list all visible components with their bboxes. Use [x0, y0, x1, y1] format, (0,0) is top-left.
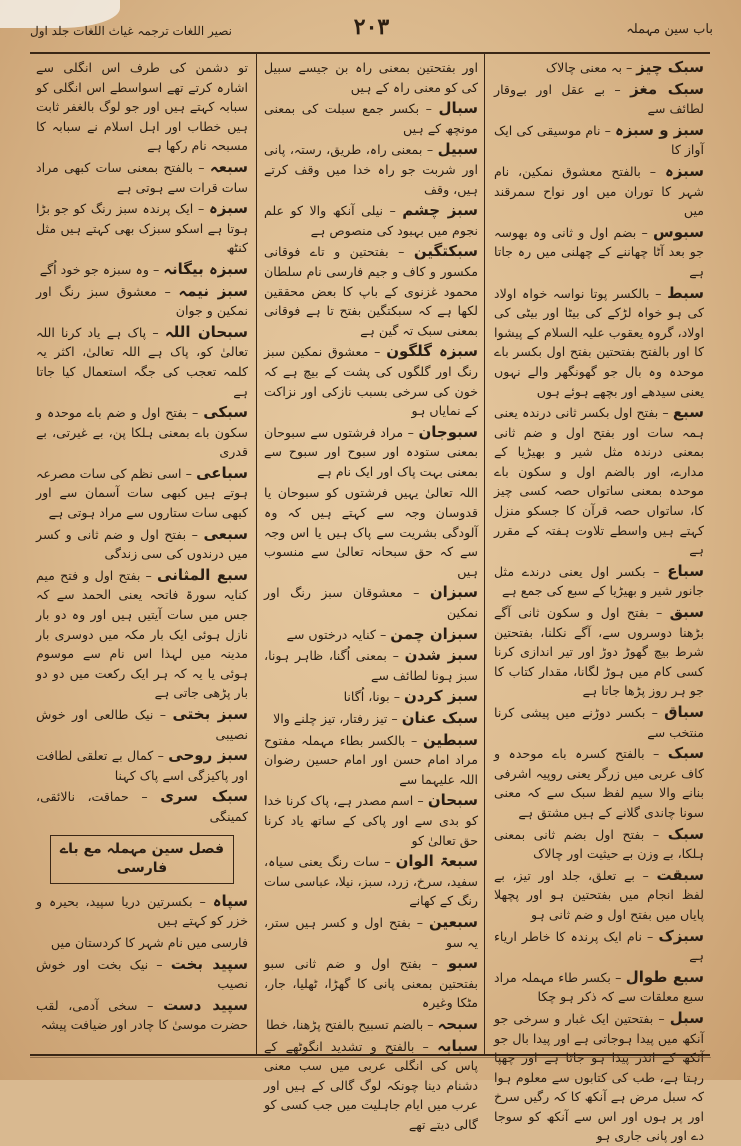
dictionary-entry	[494, 80, 704, 119]
entry-headword: سبو	[447, 954, 478, 973]
running-header	[30, 14, 713, 50]
entry-headword: سبوجان	[418, 422, 478, 441]
dictionary-entry	[494, 284, 704, 402]
dictionary-entry	[36, 158, 248, 197]
entry-separator: –	[636, 224, 653, 240]
entry-definition: سخی آدمی، لقب حضرت موسیٰ کا چادر اور ضیافت پیشہ	[36, 997, 248, 1033]
dictionary-entry	[264, 483, 478, 581]
entry-headword: سبق	[669, 603, 704, 622]
entry-definition: بونا، اُگانا	[343, 689, 390, 705]
entry-headword: سبیل	[437, 140, 478, 159]
entry-separator: –	[405, 732, 423, 748]
entry-headword: سبز و سبزہ	[614, 120, 704, 139]
entry-headword: سبال	[438, 99, 478, 118]
column-divider	[256, 54, 257, 1054]
entry-headword: سبحان	[427, 791, 478, 810]
entry-definition: بالفتح و تشدید انگوٹھے کے پاس کی انگلی عربی میں سب معنی دشنام دینا چونکہ لوگ گالی کے ہیں اور عرب میں ایام جاہلیت میں جب کسی کو گالی دیتے تھے	[264, 1038, 478, 1132]
entry-headword: سبز شدن	[404, 646, 478, 665]
entry-headword: سبوس	[653, 222, 704, 241]
entry-headword: سبزک	[658, 926, 704, 945]
entry-definition: اسی نظم کی سات مصرعہ ہوتے ہیں کبھی سات آسمان سے اور کبھی سات ستاروں سے مراد ہوتی ہے	[36, 465, 248, 521]
entry-definition: مراد فرشتوں سے سبوحان بمعنی ستودہ اور سبوح اور سبوح سے بمعنی بہت پاک اور ایک نام ہے	[264, 424, 478, 479]
entry-definition: نیک طالعی اور خوش نصیبی	[36, 707, 248, 742]
entry-definition: بفتحتین ایک غبار و سرخی جو آنکھ میں پیدا ہوجاتی ہے اور پیدا بال جو آنکھ کے اندر پیدا ہو جاتا ہے اور چھپا رہتا ہے، طب کی کتابوں سے معلوم ہوا کہ سبل مرض ہے آنکھ کا کہ رگیں سرخ اور پر ہوں اور اس سے آنکھ کو سوجا دے اور پانی جاری ہو	[494, 1010, 704, 1144]
dictionary-entry	[264, 954, 478, 1013]
dictionary-entry	[36, 260, 248, 280]
entry-definition: ایک پرندہ سبز رنگ کو جو بڑا ہوتا ہے اسکو سبزک بھی کہتے ہیں مثل کنٹھ	[36, 201, 248, 256]
entry-separator: –	[156, 283, 179, 299]
entry-definition: بفتحتین و تاے فوقانی مکسور و کاف و جیم فارسی نام سلطان محمود غزنوی کے باپ کا بعض محققین لکھا ہے کہ سبکتگین بفتح تا ہے فوقانی بمعنی سبک تہ گین ہے	[264, 244, 478, 338]
entry-definition: بالکسر بطاء مہملہ مفتوح مراد امام حسن اور امام حسین رضوان اللہ علیہما سے	[264, 732, 478, 787]
entry-separator: –	[600, 122, 615, 138]
dictionary-entry	[494, 58, 704, 78]
entry-definition: حماقت، نالائقی، کمینگی	[36, 789, 248, 824]
header-book-title: نصیر اللغات ترجمہ غیاث اللغات جلد اول	[30, 24, 233, 38]
entry-definition: بکسر جمع سبلت کی بمعنی مونچھ کے ہیں	[264, 101, 478, 136]
entry-headword: سبز چشم	[402, 201, 479, 220]
entry-definition: بفتح اول و ضم ثانی سبو بفتحتین بمعنی پانی کا گھڑا، ٹھلیا، جار، مٹکا وغیرہ	[264, 956, 478, 1011]
entry-separator: –	[621, 60, 637, 75]
entry-separator: –	[187, 405, 204, 421]
entry-separator: –	[192, 893, 213, 909]
entry-definition: بے تعلق، جلد اور تیز، بے لفظ انجام میں بفتحتین ہو اور پچھلا پایاں میں بفتح اول و ضم ثانی ہو	[494, 867, 704, 922]
entry-headword: سبک	[667, 824, 705, 843]
dictionary-entry	[36, 933, 248, 953]
entry-headword: سبک چیز	[636, 58, 704, 76]
entry-separator: –	[368, 344, 387, 360]
column-divider	[484, 54, 485, 1054]
entry-headword: سباق	[664, 703, 704, 721]
entry-headword: سبط	[667, 283, 704, 302]
dictionary-entry	[36, 746, 248, 785]
entry-definition: بمعنی راہ، طریق، رستہ، پانی اور شربت جو راہ خدا میں وقف کرتے ہیں، وقف	[264, 142, 478, 197]
dictionary-entry	[494, 927, 704, 966]
entry-headword: سبک مغز	[630, 79, 704, 98]
entry-separator: –	[413, 793, 428, 809]
entry-headword: سبک سری	[160, 787, 248, 806]
dictionary-entry	[494, 703, 704, 742]
entry-definition: بکسرتین دریا سپید، بحیرہ و خزر کو کہتے ہیں	[36, 893, 248, 929]
dictionary-entry	[36, 787, 248, 826]
entry-separator: –	[146, 324, 165, 340]
entry-headword: سبع المثانی	[157, 565, 248, 584]
dictionary-entry	[264, 646, 478, 685]
entry-separator: –	[410, 914, 430, 930]
dictionary-entry	[264, 913, 478, 952]
entry-definition: بفتح اول بضم ثانی بمعنی ہلکا، بے وزن بے حیثیت اور چالاک	[494, 826, 704, 862]
entry-definition: نیک بخت اور خوش نصیب	[36, 956, 248, 992]
dictionary-entry	[264, 242, 478, 340]
dictionary-entry	[36, 566, 248, 703]
dictionary-entry	[494, 162, 704, 221]
dictionary-entry	[494, 744, 704, 822]
entry-separator: –	[379, 854, 396, 870]
column-right	[488, 54, 710, 1144]
entry-separator: –	[645, 705, 665, 720]
entry-definition: معشوق نمکین سبز رنگ اور گلگوں کی پشت کے بیچ ہے کہ خون کی سرخی بسبب نازکی اور نزاکت کے نمایاں ہو	[264, 344, 478, 419]
dictionary-entry	[264, 140, 478, 199]
entry-definition: کمال بے تعلقی لطافت اور پاکیزگی اسے پاک کہنا	[36, 748, 248, 783]
entry-separator: –	[423, 1016, 438, 1032]
entry-definition: بفتح اول و کسر ہیں ستر، یہ سو	[264, 914, 478, 950]
dictionary-entry	[36, 282, 248, 321]
entry-separator: –	[422, 142, 438, 158]
dictionary-entry	[264, 583, 478, 622]
entry-separator: –	[389, 689, 405, 705]
entry-headword: سبکتگین	[413, 242, 478, 261]
entry-separator: –	[419, 101, 439, 117]
header-chapter-title: باب سین مہملہ	[626, 22, 713, 37]
entry-separator: –	[140, 567, 158, 583]
dictionary-entry	[36, 403, 248, 462]
dictionary-entry	[264, 625, 478, 645]
dictionary-entry	[264, 342, 478, 420]
entry-definition: بمعنی اُگنا، ظاہر ہونا، سبز ہونا لطائف سے	[264, 648, 478, 683]
entry-headword: سبزہ	[208, 199, 248, 218]
dictionary-entry	[36, 58, 248, 156]
entry-headword: سبحہ	[437, 1014, 478, 1033]
entry-definition: نام موسیقی کی ایک آواز کا	[494, 122, 704, 158]
entry-headword: سبقت	[656, 865, 704, 884]
entry-headword: سبزہ	[665, 161, 704, 180]
dictionary-entry	[494, 968, 704, 1007]
entry-definition: فارسی میں نام شہر کا کردستان میں	[50, 934, 248, 950]
entry-separator: –	[128, 789, 161, 805]
entry-separator: –	[383, 203, 403, 219]
entry-definition: پاک ہے یاد کرنا اللہ تعالیٰ کو، پاک ہے اللہ تعالیٰ، اکثر یہ کلمہ تعجب کی جگہ استعمال کیا جاتا ہے	[36, 324, 248, 399]
entry-headword: سپاہ	[212, 891, 248, 910]
entry-headword: سباعی	[196, 463, 248, 482]
entry-headword: سبز نیمہ	[178, 281, 248, 300]
entry-separator: –	[641, 928, 659, 944]
entry-definition: بضم اول و ثانی وہ بھوسہ جو بعد آٹا چھاننے کے چھلنی میں رہ جاتا ہے	[494, 224, 704, 279]
entry-definition: اللہ تعالیٰ یہیں فرشتوں کو سبوحان یا قدوسان وجہ سے کہتے ہیں کہ وہ آلودگی بشریت سے پاک ہیں یا اس وجہ سے کہ حق سبحانہ تعالیٰ سے منسوب ہیں	[264, 485, 478, 579]
column-left-entries	[36, 58, 248, 827]
dictionary-entry	[36, 464, 248, 523]
dictionary-entry	[494, 603, 704, 701]
entry-headword: سبحان اللہ	[164, 322, 249, 341]
entry-separator: –	[414, 1038, 438, 1054]
dictionary-entry	[36, 892, 248, 931]
dictionary-entry	[36, 525, 248, 564]
entry-definition: سات رنگ یعنی سیاہ، سفید، سرخ، زرد، سبز، نیلا، عباسی سات رنگ کے کھانے	[264, 854, 478, 909]
dictionary-entry	[494, 562, 704, 601]
dictionary-entry	[36, 323, 248, 401]
entry-headword: سبک	[667, 744, 704, 763]
entry-definition: بکسر اول یعنی درندے مثل جانور شیر و بھیڑیا کے سبع کی جمع ہے	[494, 563, 704, 599]
dictionary-entry	[494, 121, 704, 160]
entry-headword: سبزہ بیگانہ	[163, 259, 248, 278]
entry-headword: سبز بختی	[172, 705, 249, 723]
entry-separator: –	[403, 424, 419, 440]
entry-headword: سبل	[669, 1008, 704, 1027]
entry-headword: سبابہ	[437, 1036, 478, 1055]
text-frame	[30, 52, 710, 1144]
entry-headword: سبع	[672, 403, 704, 422]
dictionary-entry	[494, 866, 704, 925]
dictionary-entry	[494, 825, 704, 864]
dictionary-entry	[494, 403, 704, 560]
entry-definition: بفتح اول بکسر ثانی درندہ یعنی ہمہ سات اور بفتح اول و ضم ثانی بمعنی درندہ مثل شیر و بھیڑیا کے مدارے، اور بالضم اول و سکون باے موحدہ بمعنی ساتواں حصہ کسی چیز کا، ساتواں حصہ قرآن کا جسکو منزل کہتے ہیں واسطے تلاوت ہفتہ کے مقرر ہے	[494, 405, 704, 558]
dictionary-entry	[264, 731, 478, 790]
entry-separator: –	[610, 969, 626, 985]
entry-separator: –	[192, 159, 210, 175]
entry-definition: اور بفتحتین بمعنی راہ بن جیسے سبیل کی کو معنی راہ کے ہیں	[264, 60, 478, 95]
page-number: ۲۰۳	[353, 14, 390, 40]
entry-headword: سبعۃ الوان	[395, 852, 478, 871]
dictionary-entry	[494, 1009, 704, 1146]
entry-separator: –	[634, 867, 657, 883]
entry-definition: بفتح اول و ضم ثانی و کسر میں درندوں کی سی زندگی	[36, 526, 248, 562]
entry-definition: اسم مصدر ہے، پاک کرنا خدا کو بدی سے اور پاکی کے ساتھ یاد کرنا حق تعالیٰ کو	[264, 793, 478, 848]
entry-definition: معشوقان سبز رنگ اور نمکین	[264, 585, 478, 621]
entry-separator: –	[648, 605, 670, 621]
entry-separator: –	[640, 163, 665, 179]
entry-separator: –	[148, 956, 171, 972]
entry-separator: –	[645, 563, 668, 579]
entry-definition: تیز رفتار، تیز چلنے والا	[273, 711, 388, 726]
entry-definition: بہ معنی چالاک	[545, 60, 622, 75]
entry-separator: –	[644, 826, 668, 842]
dictionary-entry	[264, 852, 478, 911]
dictionary-entry	[264, 709, 478, 729]
entry-definition: بالضم تسبیح بالفتح پڑھنا، خطا	[266, 1016, 424, 1032]
entry-separator: –	[653, 1010, 670, 1026]
entry-headword: سپید دست	[163, 995, 248, 1014]
dictionary-entry	[264, 58, 478, 97]
entry-separator: –	[402, 585, 430, 601]
dictionary-entry	[264, 1037, 478, 1135]
entry-definition: بالکسر پوتا نواسہ خواہ اولاد کی ہو خواہ لڑکے کی بیٹا اور بیٹی کی اولاد، گروہ یعقوب علیہ السلام کے پیشوا کا اور بالفتح بفتحتین بفتح اول بکسر باے موحدہ وہ بال جو گھونگھر والے نہوں یعنی سیدھے اور بچھے ہوئے ہوں	[494, 285, 704, 399]
entry-definition: بکسر دوڑنے میں پیشی کرنا منتخب سے	[494, 705, 704, 740]
entry-definition: بالفتح کسرہ باے موحدہ و کاف عربی میں زرگر یعنی روپیہ اشرفی بنانے والا سیم لفظ سبک سے کہ معنی سونا چاندی گلانے کے ہیں مشتق ہے	[494, 746, 704, 820]
entry-separator: –	[388, 244, 414, 260]
dictionary-entry	[264, 99, 478, 138]
entry-definition: نام ایک پرندہ کا خاطر اریاء ہے	[494, 928, 704, 964]
entry-separator: –	[181, 465, 197, 481]
section-heading: فصل سین مہملہ مع باے فارسی	[50, 835, 234, 884]
entry-headword: سپید بخت	[170, 954, 248, 973]
column-middle	[258, 54, 484, 1132]
entry-separator: –	[605, 81, 631, 97]
entry-separator: –	[421, 956, 448, 972]
dictionary-entry	[264, 201, 478, 240]
entry-separator: –	[193, 201, 209, 217]
entry-definition: نیلی آنکھ والا کو علم نجوم میں بہبود کی منصوص ہے	[264, 203, 478, 238]
bottom-rule	[30, 1057, 711, 1058]
column-left-section-entries	[36, 892, 248, 1035]
dictionary-entry	[36, 705, 248, 744]
entry-definition: بے عقل اور بےوقار لطائف سے	[494, 81, 704, 117]
dictionary-entry	[36, 199, 248, 258]
dictionary-entry	[264, 423, 478, 482]
entry-separator: –	[386, 648, 405, 664]
entry-headword: سبز روحی	[168, 746, 249, 765]
entry-separator: –	[137, 997, 164, 1013]
entry-headword: سبعی	[203, 524, 248, 543]
entry-separator: –	[153, 748, 169, 764]
entry-definition: بفتح اول و ضم باے موحدہ و سکون باے بمعنی ہلکا پن، بے غیرتی، بے قدری	[36, 405, 248, 460]
entry-definition: کنایہ درختوں سے	[286, 626, 376, 642]
entry-separator: –	[649, 285, 668, 301]
dictionary-entry	[264, 687, 478, 707]
entry-separator: –	[153, 707, 173, 722]
entry-headword: سبکی	[203, 403, 248, 422]
entry-separator: –	[387, 711, 402, 726]
entry-separator: –	[148, 261, 164, 277]
dictionary-entry	[494, 223, 704, 282]
entry-headword: سبعہ	[209, 157, 248, 176]
entry-definition: بالفتح معشوق نمکین، نام شہر کا توران میں اور نواح سمرقند میں	[494, 163, 704, 219]
entry-headword: سبع طوال	[625, 967, 704, 986]
entry-headword: سباع	[667, 561, 704, 580]
entry-headword: سبز کردن	[404, 687, 478, 706]
dictionary-entry	[36, 955, 248, 994]
entry-definition: بالفتح بمعنی سات کبھی مراد سات قرات سے ہوتی ہے	[36, 159, 248, 195]
column-left	[30, 54, 254, 1054]
entry-separator: –	[644, 746, 668, 762]
entry-definition: تو دشمن کی طرف اس انگلی سے اشارہ کرتے تھے اسواسطے اس انگلی کو سبابہ کہتے ہیں اور جو لوگ بالغفر ثابت ہیں خطاب اور اہل اسلام نے سبابہ کا مسبحہ نام رکھا ہے	[36, 60, 248, 154]
dictionary-entry	[36, 996, 248, 1035]
entry-separator: –	[186, 526, 204, 542]
entry-definition: بفتح اول و سکون ثانی آگے بڑھنا دوسروں سے، آگے نکلنا، بفتحتین شرط بیچ گھوڑ دوڑ اور تیر اندازی کرنا کسی کام میں ہوڑ لگانا، مقدار کتاب کا جو ہر روز پڑھا جاتا ہے	[494, 605, 704, 699]
entry-definition: وہ سبزہ جو خود اُگے	[39, 261, 149, 277]
entry-headword: سبعین	[429, 912, 478, 931]
entry-headword: سبک عنان	[401, 709, 478, 727]
entry-definition: بکسر طاء مہملہ مراد سبع معلقات سے کہ ذکر ہو چکا	[494, 969, 704, 1005]
entry-separator: –	[375, 626, 391, 642]
entry-definition: بفتح اول و فتح میم کنایہ سورۃ فاتحہ یعنی الحمد سے کہ جس میں سات آیتیں ہیں اور وہ دو بار نازل ہوئی ایک بار مکہ میں دوسری بار مدینہ میں لہذا اس نام سے موسوم ہوئی یا یہ کہ ہر ایک رکعت میں دو دو بار پڑھی جاتی ہے	[36, 567, 248, 701]
dictionary-entry	[264, 791, 478, 850]
entry-headword: سبزہ گلگون	[386, 342, 478, 361]
entry-separator: –	[658, 405, 673, 421]
entry-definition: معشوق سبز رنگ اور نمکین و جوان	[36, 283, 248, 319]
entry-headword: سبطین	[422, 730, 478, 749]
entry-headword: سبزان چمن	[390, 624, 478, 643]
dictionary-entry	[264, 1015, 478, 1035]
entry-headword: سبزان	[429, 583, 478, 602]
